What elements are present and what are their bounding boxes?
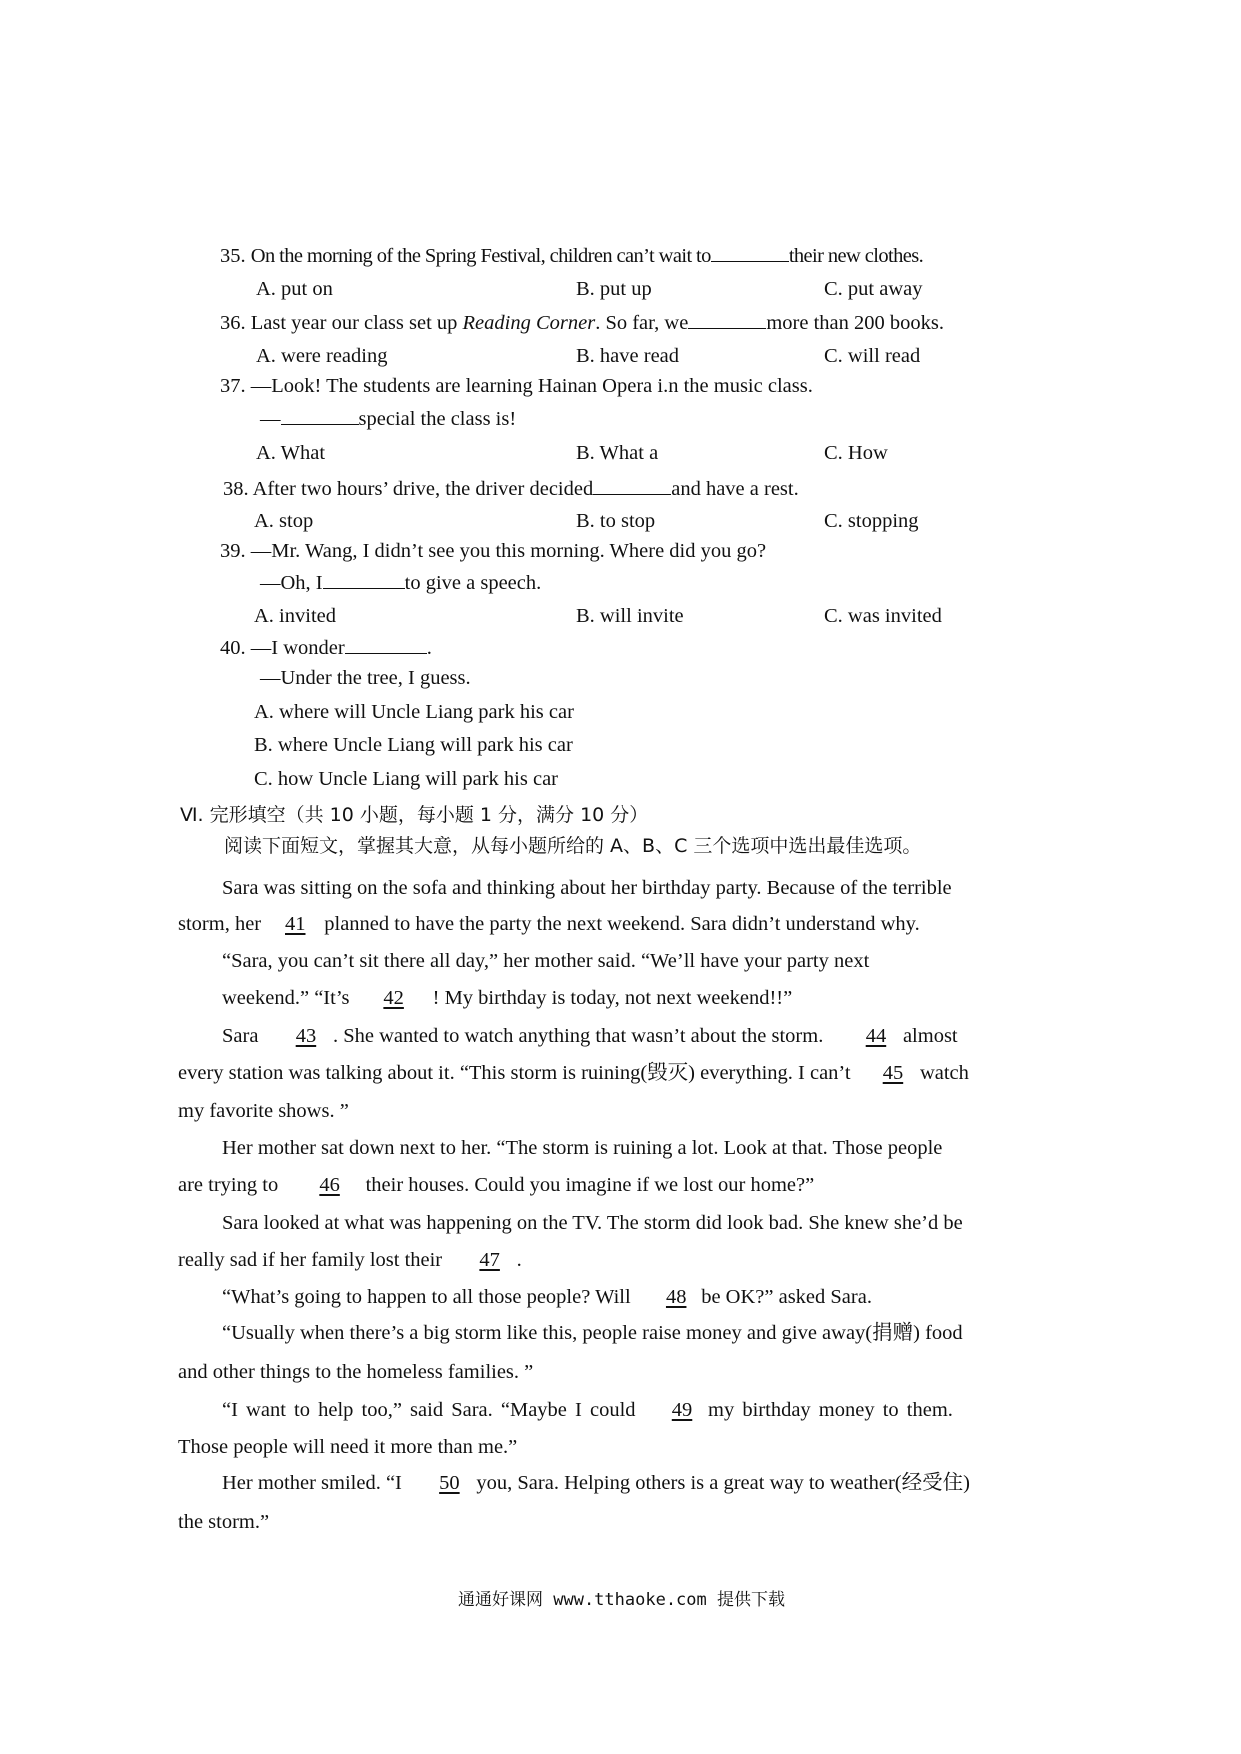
- passage-line: and other things to the homeless families. ”: [178, 1361, 534, 1383]
- gap-50: 50: [439, 1472, 460, 1494]
- passage-line: [222, 1024, 1065, 1048]
- dash: —: [260, 408, 281, 430]
- option-c: C. How: [824, 442, 888, 464]
- passage-line: my favorite shows. ”: [178, 1100, 349, 1122]
- question-37-response: [260, 406, 516, 431]
- text: really sad if her family lost their: [178, 1249, 443, 1271]
- option-a: A. where will Uncle Liang park his car: [254, 701, 574, 723]
- passage-line: [178, 1248, 522, 1272]
- text: Sara: [222, 1025, 259, 1047]
- question-40-response: —Under the tree, I guess.: [260, 667, 471, 689]
- page-footer: 通通好课网 www.tthaoke.com 提供下载: [458, 1590, 785, 1610]
- question-number: 37.: [220, 375, 246, 397]
- question-37: [220, 374, 813, 398]
- passage-line: [178, 912, 920, 936]
- option-c: C. stopping: [824, 510, 919, 532]
- option-b: B. will invite: [576, 605, 684, 627]
- text: Her mother smiled. “I: [222, 1472, 402, 1494]
- text: weekend.” “It’s: [222, 987, 350, 1009]
- option-a: A. stop: [254, 510, 314, 532]
- section-instruction: 阅读下面短文，掌握其大意，从每小题所给的 A、B、C 三个选项中选出最佳选项。: [224, 835, 922, 857]
- option-b: B. What a: [576, 442, 659, 464]
- gap-45: 45: [882, 1062, 904, 1084]
- italic-title: Reading Corner: [462, 312, 596, 334]
- question-stem: On the morning of the Spring Festival, children can’t wait to: [250, 245, 711, 267]
- text: “I want to help too,” said Sara. “Maybe I could: [222, 1399, 636, 1421]
- passage-line: [222, 1471, 970, 1495]
- question-stem: —I wonder: [250, 637, 345, 659]
- gap-47: 47: [479, 1249, 500, 1271]
- answer-blank: [688, 310, 766, 329]
- answer-blank: [281, 406, 359, 425]
- question-number: 35.: [220, 245, 246, 267]
- passage-line: Sara looked at what was happening on the TV. The storm did look bad. She knew she’d be: [222, 1212, 963, 1234]
- option-b: B. where Uncle Liang will park his car: [254, 734, 573, 756]
- gap-46: 46: [319, 1174, 340, 1196]
- question-stem: Last year our class set up: [250, 312, 463, 334]
- passage-line: Her mother sat down next to her. “The storm is ruining a lot. Look at that. Those people: [222, 1137, 943, 1159]
- question-stem-end: their new clothes.: [788, 245, 924, 267]
- passage-line: the storm.”: [178, 1511, 270, 1533]
- question-number: 36.: [220, 312, 246, 334]
- passage-line: [178, 1061, 969, 1085]
- text: . She wanted to watch anything that wasn’t about the storm.: [332, 1025, 824, 1047]
- question-number: 40.: [220, 637, 246, 659]
- question-40: [220, 635, 432, 660]
- question-38: [223, 476, 799, 501]
- question-stem: After two hours’ drive, the driver decided: [252, 478, 594, 500]
- option-b: B. have read: [576, 345, 680, 367]
- text: “What’s going to happen to all those people? Will: [222, 1286, 631, 1308]
- option-a: A. were reading: [256, 345, 388, 367]
- answer-blank: [711, 243, 789, 262]
- option-c: C. will read: [824, 345, 921, 367]
- option-b: B. put up: [576, 278, 652, 300]
- text: storm, her: [178, 913, 262, 935]
- passage-line: Those people will need it more than me.”: [178, 1436, 518, 1458]
- option-c: C. put away: [824, 278, 923, 300]
- option-c: C. how Uncle Liang will park his car: [254, 768, 559, 790]
- option-b: B. to stop: [576, 510, 656, 532]
- gap-49: 49: [671, 1399, 693, 1421]
- question-number: 39.: [220, 540, 246, 562]
- gap-48: 48: [665, 1286, 687, 1308]
- question-stem-end: to give a speech.: [404, 572, 542, 594]
- passage-line: [222, 1285, 872, 1309]
- text: planned to have the party the next weekend. Sara didn’t understand why.: [324, 913, 920, 935]
- text: you, Sara. Helping others is a great way to weather(经受住): [476, 1472, 970, 1494]
- answer-blank: [323, 570, 405, 589]
- passage-line: “Sara, you can’t sit there all day,” her mother said. “We’ll have your party next: [222, 950, 870, 972]
- gap-43: 43: [295, 1025, 317, 1047]
- question-stem-start: —Oh, I: [260, 572, 323, 594]
- text: my birthday money to them.: [708, 1399, 953, 1421]
- question-39: [220, 539, 766, 563]
- question-stem: —Mr. Wang, I didn’t see you this morning. Where did you go?: [250, 540, 767, 562]
- passage-line: [222, 986, 792, 1010]
- option-c: C. was invited: [824, 605, 942, 627]
- text: .: [516, 1249, 522, 1271]
- gap-44: 44: [865, 1025, 887, 1047]
- question-36: [220, 310, 944, 335]
- question-35: [220, 243, 923, 268]
- answer-blank: [345, 635, 427, 654]
- option-a: A. put on: [256, 278, 333, 300]
- option-a: A. What: [256, 442, 326, 464]
- gap-41: 41: [285, 913, 306, 935]
- question-stem: —Look! The students are learning Hainan Opera i.n the music class.: [250, 375, 813, 397]
- answer-blank: [593, 476, 671, 495]
- text: almost: [902, 1025, 958, 1047]
- section-title: Ⅵ. 完形填空（共 10 小题，每小题 1 分，满分 10 分）: [180, 804, 649, 826]
- question-stem-end: and have a rest.: [671, 478, 799, 500]
- text: their houses. Could you imagine if we lost our home?”: [365, 1174, 815, 1196]
- text: ! My birthday is today, not next weekend!!”: [432, 987, 793, 1009]
- question-number: 38.: [223, 478, 249, 500]
- passage-line: Sara was sitting on the sofa and thinking about her birthday party. Because of the terrible: [222, 877, 952, 899]
- question-39-response: [260, 570, 541, 595]
- question-stem-mid: . So far, we: [595, 312, 689, 334]
- question-stem-end: more than 200 books.: [766, 312, 944, 334]
- option-a: A. invited: [254, 605, 336, 627]
- text: be OK?” asked Sara.: [701, 1286, 872, 1308]
- text: watch: [919, 1062, 969, 1084]
- text: every station was talking about it. “This storm is ruining(毁灭) everything. I can’t: [178, 1062, 851, 1084]
- passage-line: [222, 1398, 953, 1422]
- question-stem-end: .: [426, 637, 432, 659]
- gap-42: 42: [383, 987, 404, 1009]
- passage-line: [178, 1173, 814, 1197]
- passage-line: “Usually when there’s a big storm like this, people raise money and give away(捐赠) food: [222, 1322, 963, 1344]
- text: are trying to: [178, 1174, 279, 1196]
- question-stem-end: special the class is!: [358, 408, 517, 430]
